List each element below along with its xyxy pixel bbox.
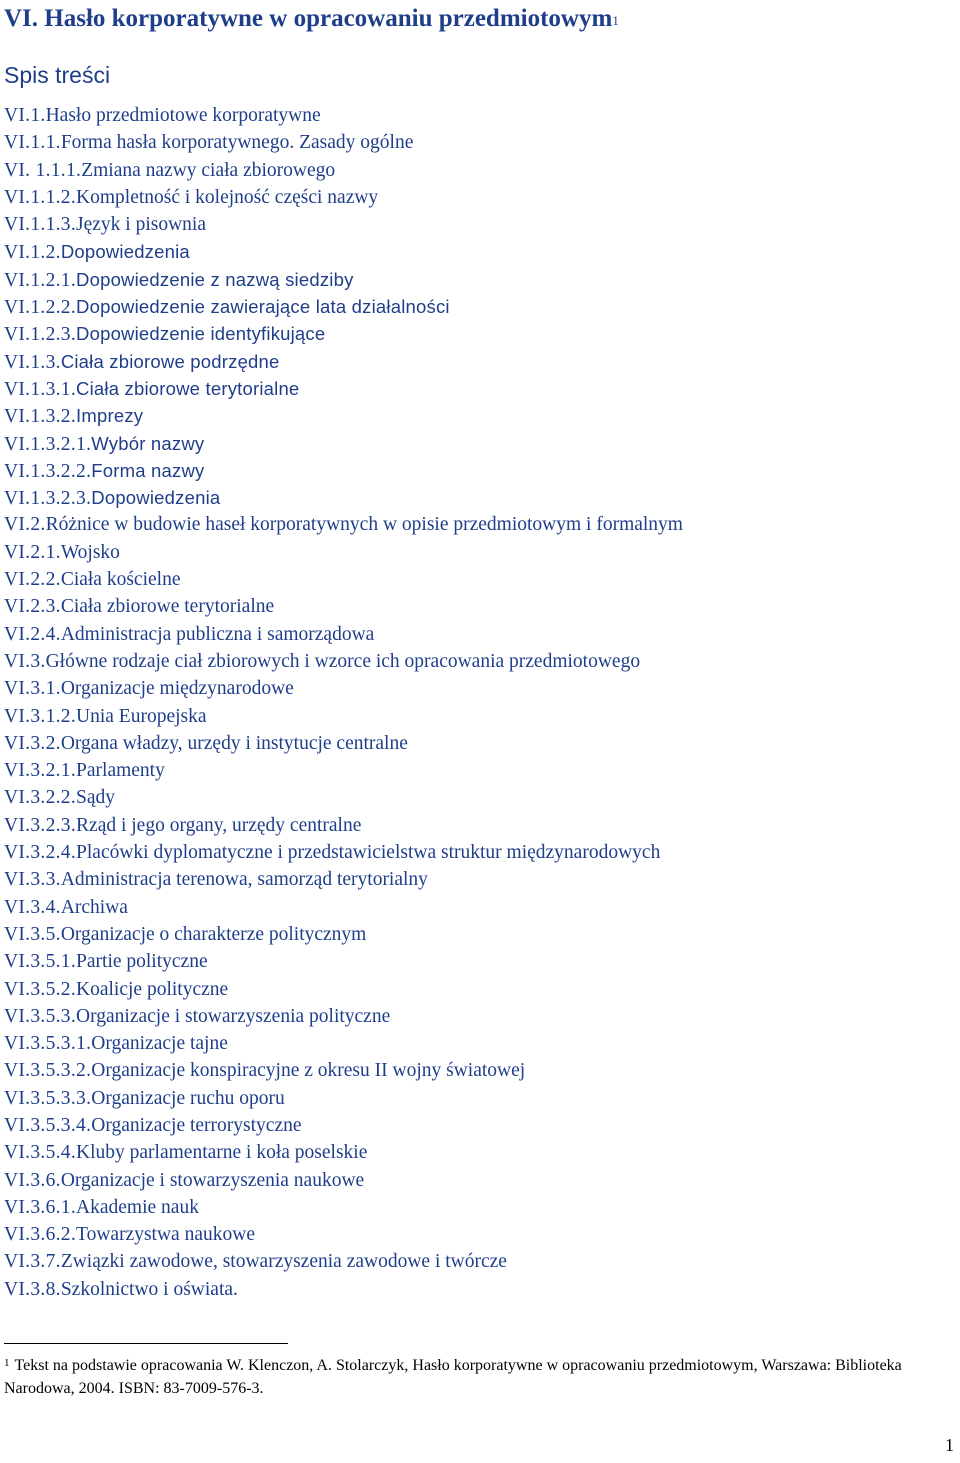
toc-entry-label: Forma nazwy	[91, 459, 205, 481]
toc-entry[interactable]	[4, 730, 683, 757]
toc-entry[interactable]	[4, 1057, 683, 1084]
toc-entry-number: VI.3.2.4.	[4, 842, 77, 864]
toc-entry[interactable]	[4, 866, 683, 893]
toc-entry-number: VI.3.5.4.	[4, 1142, 77, 1164]
toc-entry[interactable]	[4, 1248, 683, 1275]
toc-entry[interactable]	[4, 1167, 683, 1194]
toc-entry-label: Organizacje międzynarodowe	[60, 678, 294, 700]
toc-entry-number: VI.1.3.2.3.	[4, 488, 92, 510]
page-title	[4, 4, 619, 34]
toc-entry[interactable]	[4, 757, 683, 784]
toc-entry-label: Język i pisownia	[76, 214, 207, 236]
toc-entry-label: Parlamenty	[76, 760, 165, 782]
toc-entry[interactable]	[4, 157, 683, 184]
toc-entry[interactable]	[4, 430, 683, 457]
toc-heading: Spis treści	[4, 62, 111, 88]
toc-entry-number: VI.1.3.1.	[4, 378, 77, 400]
toc-entry-label: Wojsko	[60, 541, 120, 563]
footnote-marker: 1	[4, 1357, 10, 1369]
toc-entry-number: VI.1.	[4, 105, 46, 126]
toc-entry-number: VI.3.5.3.4.	[4, 1114, 92, 1136]
footnote	[4, 1354, 949, 1400]
toc-entry[interactable]	[4, 320, 683, 347]
footnote-separator	[4, 1343, 288, 1344]
toc-entry[interactable]	[4, 1085, 683, 1112]
toc-entry[interactable]	[4, 894, 683, 921]
toc-entry-label: Wybór nazwy	[91, 432, 205, 454]
toc-entry-number: VI.1.1.	[4, 132, 61, 154]
toc-entry[interactable]	[4, 593, 683, 620]
toc-entry[interactable]	[4, 1112, 683, 1139]
toc-entry[interactable]	[4, 976, 683, 1003]
toc-entry[interactable]	[4, 457, 683, 484]
toc-entry-label: Unia Europejska	[76, 705, 207, 727]
toc-entry-label: Akademie nauk	[76, 1196, 199, 1218]
toc-entry-label: Organizacje terrorystyczne	[91, 1114, 302, 1136]
toc-entry-label: Organizacje ruchu oporu	[91, 1087, 285, 1109]
toc-entry[interactable]	[4, 184, 683, 211]
toc-entry-number: VI.3.	[4, 650, 46, 672]
toc-entry-number: VI.1.1.3.	[4, 214, 77, 236]
toc-entry[interactable]	[4, 375, 683, 402]
toc-entry-label: Archiwa	[60, 896, 128, 918]
toc-entry-number: VI. 1.1.1.	[4, 159, 82, 181]
footnote-text: Tekst na podstawie opracowania W. Klenczon, A. Stolarczyk, Hasło korporatywne w opracowaniu przedmiotowym, Warszawa: Biblioteka Narodowa, 2004. ISBN: 83-7009-576-3.	[4, 1357, 902, 1397]
toc-entry[interactable]	[4, 102, 683, 129]
toc-entry-label: Dopowiedzenie identyfikujące	[76, 323, 326, 345]
toc-entry-label: Ciała kościelne	[60, 569, 181, 591]
toc-entry-number: VI.3.1.	[4, 678, 61, 700]
toc-entry[interactable]	[4, 484, 683, 511]
toc-entry-label: Różnice w budowie haseł korporatywnych w opisie przedmiotowym i formalnym	[45, 514, 683, 536]
toc-entry-number: VI.3.6.1.	[4, 1196, 77, 1218]
toc-entry-number: VI.3.5.2.	[4, 978, 77, 1000]
toc-entry-label: Dopowiedzenia	[60, 241, 190, 263]
toc-entry-number: VI.1.3.2.2.	[4, 460, 92, 482]
toc-entry[interactable]	[4, 1003, 683, 1030]
toc-entry[interactable]	[4, 566, 683, 593]
toc-entry-label: Szkolnictwo i oświata.	[60, 1278, 238, 1300]
toc-entry-label: Zmiana nazwy ciała zbiorowego	[81, 159, 336, 181]
toc-entry-number: VI.1.3.	[4, 351, 61, 373]
toc-entry-number: VI.3.5.	[4, 923, 61, 945]
toc-entry[interactable]	[4, 348, 683, 375]
toc-entry[interactable]	[4, 1221, 683, 1248]
toc-entry-label: Ciała zbiorowe terytorialne	[76, 377, 300, 399]
toc-entry-number: VI.3.6.	[4, 1169, 61, 1191]
toc-entry-number: VI.3.4.	[4, 896, 61, 918]
toc-entry[interactable]	[4, 703, 683, 730]
toc-entry-label: Organizacje i stowarzyszenia naukowe	[60, 1169, 365, 1191]
toc-entry-number: VI.1.3.2.	[4, 406, 77, 428]
toc-entry-label: Organa władzy, urzędy i instytucje centralne	[60, 732, 408, 754]
toc-entry-label: Administracja terenowa, samorząd terytorialny	[60, 869, 428, 891]
toc-entry[interactable]	[4, 921, 683, 948]
toc-entry-label: Dopowiedzenie z nazwą siedziby	[76, 268, 354, 290]
toc-entry-number: VI.1.2.1.	[4, 269, 77, 291]
page-title-text: VI. Hasło korporatywne w opracowaniu przedmiotowym	[4, 5, 613, 32]
toc-entry-label: Ciała zbiorowe terytorialne	[60, 596, 275, 618]
toc-entry-label: Organizacje i stowarzyszenia polityczne	[76, 1005, 391, 1027]
toc-entry[interactable]	[4, 511, 683, 538]
toc-entry-number: VI.3.7.	[4, 1251, 61, 1273]
toc-entry-number: VI.3.5.1.	[4, 951, 77, 973]
toc-entry-number: VI.3.3.	[4, 869, 61, 891]
toc-entry[interactable]	[4, 839, 683, 866]
toc-entry[interactable]	[4, 812, 683, 839]
toc-entry-number: VI.3.5.3.3.	[4, 1087, 92, 1109]
table-of-contents	[4, 102, 683, 1303]
toc-entry-label: Hasło przedmiotowe korporatywne	[45, 105, 321, 126]
toc-entry-label: Dopowiedzenie zawierające lata działalności	[76, 296, 450, 318]
toc-entry[interactable]	[4, 675, 683, 702]
toc-entry[interactable]	[4, 621, 683, 648]
toc-entry-number: VI.3.2.	[4, 732, 61, 754]
toc-entry[interactable]	[4, 539, 683, 566]
toc-entry[interactable]	[4, 784, 683, 811]
toc-entry-number: VI.3.5.3.	[4, 1005, 77, 1027]
toc-entry[interactable]	[4, 1276, 683, 1303]
toc-entry-label: Organizacje o charakterze politycznym	[60, 923, 367, 945]
toc-entry-number: VI.3.2.2.	[4, 787, 77, 809]
toc-entry[interactable]	[4, 1194, 683, 1221]
toc-entry-number: VI.2.3.	[4, 596, 61, 618]
toc-entry-label: Placówki dyplomatyczne i przedstawicielstwa struktur międzynarodowych	[76, 842, 661, 864]
toc-entry-label: Kompletność i kolejność części nazwy	[76, 186, 379, 208]
toc-entry-label: Towarzystwa naukowe	[76, 1224, 255, 1246]
toc-entry-label: Imprezy	[76, 405, 144, 427]
toc-entry[interactable]	[4, 402, 683, 429]
toc-entry-number: VI.3.1.2.	[4, 705, 77, 727]
toc-entry-number: VI.3.5.3.1.	[4, 1033, 92, 1055]
toc-entry-label: Rząd i jego organy, urzędy centralne	[76, 814, 362, 836]
toc-entry-label: Organizacje tajne	[91, 1033, 228, 1055]
toc-entry-label: Partie polityczne	[76, 951, 208, 973]
toc-entry-number: VI.2.2.	[4, 569, 61, 591]
toc-entry-number: VI.2.	[4, 514, 46, 536]
toc-entry-number: VI.3.8.	[4, 1278, 61, 1300]
toc-entry-label: Organizacje konspiracyjne z okresu II wojny światowej	[91, 1060, 526, 1082]
toc-entry-label: Związki zawodowe, stowarzyszenia zawodowe i twórcze	[60, 1251, 507, 1273]
footnote-reference[interactable]: 1	[612, 13, 619, 28]
toc-entry-number: VI.3.6.2.	[4, 1224, 77, 1246]
toc-entry[interactable]	[4, 238, 683, 265]
toc-entry[interactable]	[4, 266, 683, 293]
toc-entry[interactable]	[4, 129, 683, 156]
toc-entry-number: VI.3.5.3.2.	[4, 1060, 92, 1082]
toc-entry-number: VI.2.1.	[4, 541, 61, 563]
toc-entry[interactable]	[4, 211, 683, 238]
toc-entry-number: VI.1.3.2.1.	[4, 433, 92, 455]
toc-entry-number: VI.1.2.	[4, 242, 61, 264]
toc-entry[interactable]	[4, 293, 683, 320]
toc-entry-label: Ciała zbiorowe podrzędne	[60, 350, 280, 372]
toc-entry-number: VI.1.1.2.	[4, 186, 77, 208]
toc-entry-label: Administracja publiczna i samorządowa	[60, 623, 375, 645]
toc-entry-number: VI.3.2.3.	[4, 814, 77, 836]
toc-entry-label: Koalicje polityczne	[76, 978, 229, 1000]
toc-entry-label: Kluby parlamentarne i koła poselskie	[76, 1142, 368, 1164]
toc-entry-number: VI.2.4.	[4, 623, 61, 645]
toc-entry-label: Główne rodzaje ciał zbiorowych i wzorce ich opracowania przedmiotowego	[45, 650, 641, 672]
toc-entry[interactable]	[4, 948, 683, 975]
toc-entry-label: Dopowiedzenia	[91, 487, 221, 509]
toc-entry[interactable]	[4, 648, 683, 675]
toc-entry-number: VI.1.2.3.	[4, 324, 77, 346]
toc-entry-label: Forma hasła korporatywnego. Zasady ogólne	[60, 132, 414, 154]
toc-entry-number: VI.1.2.2.	[4, 297, 77, 319]
toc-entry-label: Sądy	[76, 787, 116, 809]
page-number: 1	[945, 1435, 954, 1455]
toc-entry[interactable]	[4, 1030, 683, 1057]
toc-entry-number: VI.3.2.1.	[4, 760, 77, 782]
toc-entry[interactable]	[4, 1139, 683, 1166]
